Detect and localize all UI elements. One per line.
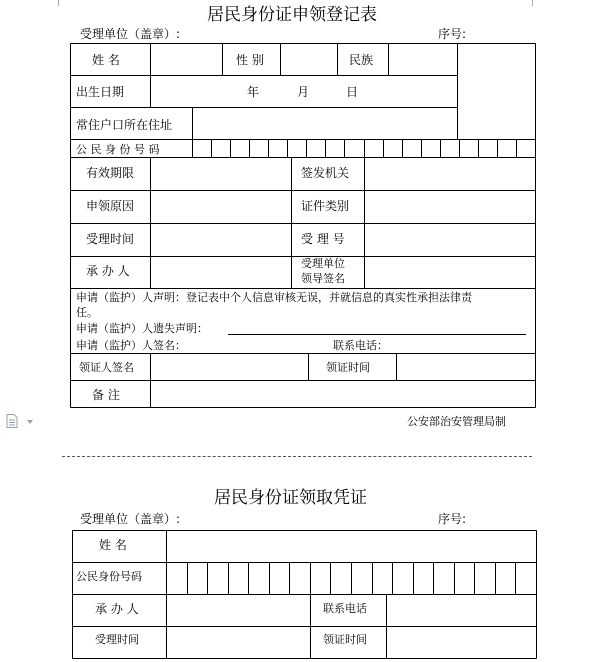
- label-leader-sign-2: 领导签名: [301, 272, 345, 285]
- form1-accept-unit: 受理单位（盖章）:: [80, 27, 181, 41]
- form1-title: 居民身份证申领登记表: [207, 5, 377, 25]
- label-year: 年: [247, 85, 260, 99]
- form2-accept-unit: 受理单位（盖章）:: [80, 512, 181, 526]
- form2-label-handler: 承 办 人: [95, 602, 139, 616]
- form2-label-id-number: 公民身份号码: [76, 570, 142, 583]
- applicant-signature: 申请（监护）人签名：: [76, 339, 186, 352]
- label-leader-sign-1: 受理单位: [301, 257, 345, 270]
- label-residence: 常住户口所在住址: [76, 118, 173, 132]
- form1-serial: 序号:: [438, 27, 467, 41]
- label-name: 姓 名: [92, 53, 120, 67]
- loss-statement: 申请（监护）人遗失声明：: [76, 322, 208, 335]
- label-issuer: 签发机关: [301, 166, 350, 180]
- label-day: 日: [346, 85, 359, 99]
- label-accept-no: 受 理 号: [301, 232, 345, 246]
- form2-title: 居民身份证领取凭证: [214, 488, 367, 508]
- form2-serial: 序号:: [438, 512, 467, 526]
- label-id-number: 公 民 身 份 号 码: [76, 143, 160, 156]
- label-cert-type: 证件类别: [301, 199, 350, 213]
- loss-statement-line[interactable]: [228, 334, 526, 335]
- label-month: 月: [297, 85, 310, 99]
- declaration-line-2: 任。: [76, 306, 98, 319]
- label-handler: 承 办 人: [86, 264, 130, 278]
- label-reason: 申领原因: [86, 199, 135, 213]
- label-gender: 性 别: [236, 53, 264, 67]
- chevron-down-icon[interactable]: [27, 420, 33, 424]
- label-accept-time: 受理时间: [86, 232, 135, 246]
- form2-label-collect-time: 领证时间: [323, 633, 367, 646]
- label-ethnicity: 民族: [349, 53, 374, 67]
- document-icon[interactable]: [6, 414, 18, 428]
- cut-line: [62, 456, 532, 457]
- applicant-phone: 联系电话：: [333, 339, 388, 352]
- form2-label-accept-time: 受理时间: [95, 633, 139, 646]
- form2-label-phone: 联系电话: [323, 602, 367, 615]
- label-birth-date: 出生日期: [76, 85, 125, 99]
- declaration-line-1: 申请（监护）人声明：登记表中个人信息审核无误，并就信息的真实性承担法律责: [76, 291, 472, 304]
- label-validity: 有效期限: [86, 166, 135, 180]
- issuer-footer: 公安部治安管理局制: [407, 415, 506, 428]
- label-collect-time: 领证时间: [326, 361, 370, 374]
- form2-label-name: 姓 名: [99, 538, 127, 552]
- label-collector-sign: 领证人签名: [79, 361, 134, 374]
- label-remarks: 备 注: [92, 388, 120, 402]
